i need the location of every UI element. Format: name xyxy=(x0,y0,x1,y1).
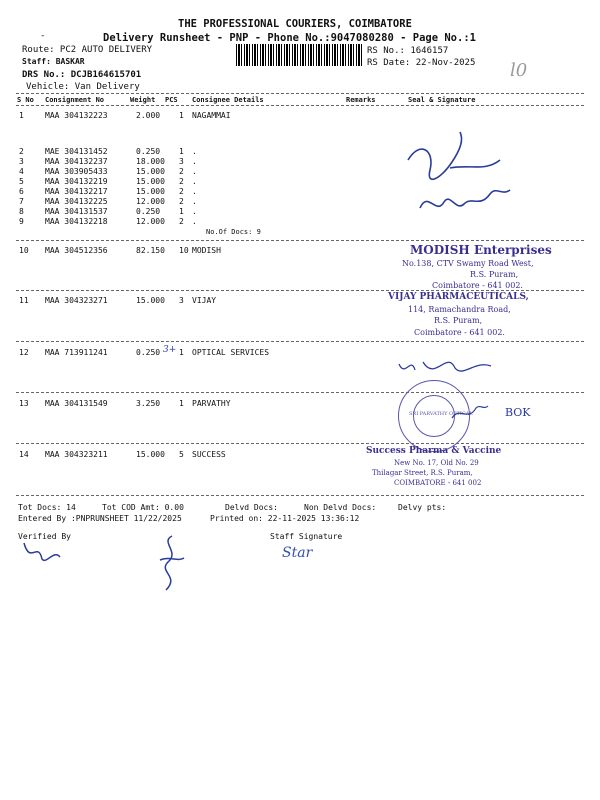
row-pcs: 1 xyxy=(179,111,184,120)
row-weight: 15.000 xyxy=(136,167,165,176)
row-sno: 1 xyxy=(19,111,24,120)
row-consignee: SUCCESS xyxy=(192,450,226,459)
barcode xyxy=(236,44,362,66)
header-top-rule xyxy=(16,93,584,94)
row-consignee: MODISH xyxy=(192,246,221,255)
row-pcs: 1 xyxy=(179,147,184,156)
row-sno: 14 xyxy=(19,450,29,459)
row-sno: 12 xyxy=(19,348,29,357)
row-pcs: 1 xyxy=(179,399,184,408)
signature-optical xyxy=(395,352,505,384)
stamp-success-line1: New No. 17, Old No. 29 xyxy=(394,459,479,467)
row-sno: 6 xyxy=(19,187,24,196)
row-weight: 15.000 xyxy=(136,187,165,196)
row-consignee: VIJAY xyxy=(192,296,217,305)
row-consignment: MAA 304131537 xyxy=(45,207,108,216)
row-weight: 2.000 xyxy=(136,111,161,120)
row-consignment: MAA 304132225 xyxy=(45,197,108,206)
row-separator xyxy=(16,341,584,342)
row-separator xyxy=(16,443,584,444)
row-consignee: . xyxy=(192,217,197,226)
row-sno: 9 xyxy=(19,217,24,226)
vehicle-label: Vehicle: Van Delivery xyxy=(26,82,140,92)
rs-date: RS Date: 22-Nov-2025 xyxy=(367,58,476,68)
rs-number: RS No.: 1646157 xyxy=(367,46,449,56)
row-weight: 0.250 xyxy=(136,348,161,357)
row-sno: 4 xyxy=(19,167,24,176)
row-pcs: 2 xyxy=(179,177,184,186)
row-pcs: 10 xyxy=(179,246,189,255)
row-sno: 10 xyxy=(19,246,29,255)
row-sno: 5 xyxy=(19,177,24,186)
row-consignment: MAA 304323211 xyxy=(45,450,108,459)
row-weight: 15.000 xyxy=(136,177,165,186)
company-title: THE PROFESSIONAL COURIERS, COIMBATORE xyxy=(178,18,412,30)
row-weight: 0.250 xyxy=(136,147,161,156)
stamp-modish-name: MODISH Enterprises xyxy=(410,243,552,257)
stamp-modish-line2: R.S. Puram, xyxy=(470,270,519,279)
row-sno: 11 xyxy=(19,296,29,305)
row-sno: 8 xyxy=(19,207,24,216)
row-consignee: OPTICAL SERVICES xyxy=(192,348,270,357)
col-consignee: Consignee Details xyxy=(192,96,264,104)
col-sno: S No xyxy=(17,96,34,104)
col-pcs: PCS xyxy=(165,96,178,104)
row-weight: 0.250 xyxy=(136,207,161,216)
col-weight: Weight xyxy=(130,96,156,104)
non-delivered-docs: Non Delvd Docs: xyxy=(304,503,377,512)
row-pcs: 5 xyxy=(179,450,184,459)
row-consignment: MAA 304512356 xyxy=(45,246,108,255)
verifier-signature xyxy=(20,535,65,567)
row-consignee: . xyxy=(192,167,197,176)
row-weight: 82.150 xyxy=(136,246,165,255)
delivery-points: Delvy pts: xyxy=(398,503,447,512)
stamp-vijay-name: VIJAY PHARMACEUTICALS, xyxy=(388,292,529,302)
stamp-vijay-line2: R.S. Puram, xyxy=(434,316,483,325)
stamp-vijay-line1: 114, Ramachandra Road, xyxy=(408,305,511,314)
row-weight: 15.000 xyxy=(136,450,165,459)
row-consignment: MAA 304132217 xyxy=(45,187,108,196)
staff-signature-scribble xyxy=(150,532,190,596)
signature-scribble xyxy=(390,120,540,230)
row-pcs: 2 xyxy=(179,217,184,226)
row-weight: 12.000 xyxy=(136,197,165,206)
group-doc-count: No.Of Docs: 9 xyxy=(206,228,261,236)
row-consignment: MAE 304131452 xyxy=(45,147,108,156)
row-consignee: . xyxy=(192,207,197,216)
row-consignee: . xyxy=(192,147,197,156)
seal-signature-stroke xyxy=(450,398,490,428)
row-consignment: MAA 304132219 xyxy=(45,177,108,186)
verified-by-label: Verified By xyxy=(18,532,71,541)
row-pcs: 2 xyxy=(179,187,184,196)
table-bottom-rule xyxy=(16,495,584,496)
row-consignment: MAA 303905433 xyxy=(45,167,108,176)
total-docs: Tot Docs: 14 xyxy=(18,503,76,512)
col-seal-signature: Seal & Signature xyxy=(408,96,476,104)
header-mark: - xyxy=(40,31,46,41)
row-separator xyxy=(16,240,584,241)
route-label: Route: PC2 AUTO DELIVERY xyxy=(22,45,153,55)
handwritten-count: l0 xyxy=(510,60,528,81)
runsheet-subtitle: Delivery Runsheet - PNP - Phone No.:9047080280 - Page No.:1 xyxy=(103,32,476,44)
stamp-success-name: Success Pharma & Vaccine xyxy=(366,446,502,456)
row-weight: 12.000 xyxy=(136,217,165,226)
row-consignee: PARVATHY xyxy=(192,399,231,408)
row-consignment: MAA 304131549 xyxy=(45,399,108,408)
row-sno: 2 xyxy=(19,147,24,156)
row-sno: 7 xyxy=(19,197,24,206)
row-weight: 15.000 xyxy=(136,296,165,305)
row-separator xyxy=(16,290,584,291)
parvathy-seal-text: SRI PARVATHY OPTICAL xyxy=(409,411,473,417)
row-weight: 18.000 xyxy=(136,157,165,166)
stamp-vijay-line3: Coimbatore - 641 002. xyxy=(414,328,505,337)
entered-by: Entered By :PNPRUNSHEET 11/22/2025 xyxy=(18,514,182,523)
row-consignment: MAA 304132223 xyxy=(45,111,108,120)
row-sno: 13 xyxy=(19,399,29,408)
bok-initials: BOK xyxy=(505,406,531,419)
row-pcs: 1 xyxy=(179,348,184,357)
row-consignee: . xyxy=(192,187,197,196)
staff-signature-label: Staff Signature xyxy=(270,532,343,541)
staff-signature-hand: Star xyxy=(282,545,313,561)
row-consignment: MAA 304132218 xyxy=(45,217,108,226)
stamp-modish-line1: No.138, CTV Swamy Road West, xyxy=(402,259,534,268)
row-consignment: MAA 304323271 xyxy=(45,296,108,305)
row-pcs: 2 xyxy=(179,197,184,206)
row-pcs: 2 xyxy=(179,167,184,176)
delivered-docs: Delvd Docs: xyxy=(225,503,278,512)
row-consignment: MAA 713911241 xyxy=(45,348,108,357)
header-bottom-rule xyxy=(16,105,584,106)
staff-label: Staff: BASKAR xyxy=(22,57,85,66)
pcs-handwritten-note: 3+ xyxy=(163,345,177,355)
row-consignee: NAGAMMAI xyxy=(192,111,231,120)
row-consignee: . xyxy=(192,177,197,186)
total-cod-amount: Tot COD Amt: 0.00 xyxy=(102,503,184,512)
stamp-modish-line3: Coimbatore - 641 002. xyxy=(432,281,523,290)
row-weight: 3.250 xyxy=(136,399,161,408)
row-consignment: MAA 304132237 xyxy=(45,157,108,166)
row-pcs: 3 xyxy=(179,296,184,305)
row-sno: 3 xyxy=(19,157,24,166)
stamp-success-line3: COIMBATORE - 641 002 xyxy=(394,479,482,487)
col-remarks: Remarks xyxy=(346,96,376,104)
row-separator xyxy=(16,392,584,393)
printed-on: Printed on: 22-11-2025 13:36:12 xyxy=(210,514,360,523)
row-consignee: . xyxy=(192,157,197,166)
row-pcs: 1 xyxy=(179,207,184,216)
row-pcs: 3 xyxy=(179,157,184,166)
stamp-success-line2: Thilagar Street, R.S. Puram, xyxy=(372,469,473,477)
col-consignment: Consignment No xyxy=(45,96,105,104)
drs-number: DRS No.: DCJB164615701 xyxy=(22,70,142,80)
row-consignee: . xyxy=(192,197,197,206)
